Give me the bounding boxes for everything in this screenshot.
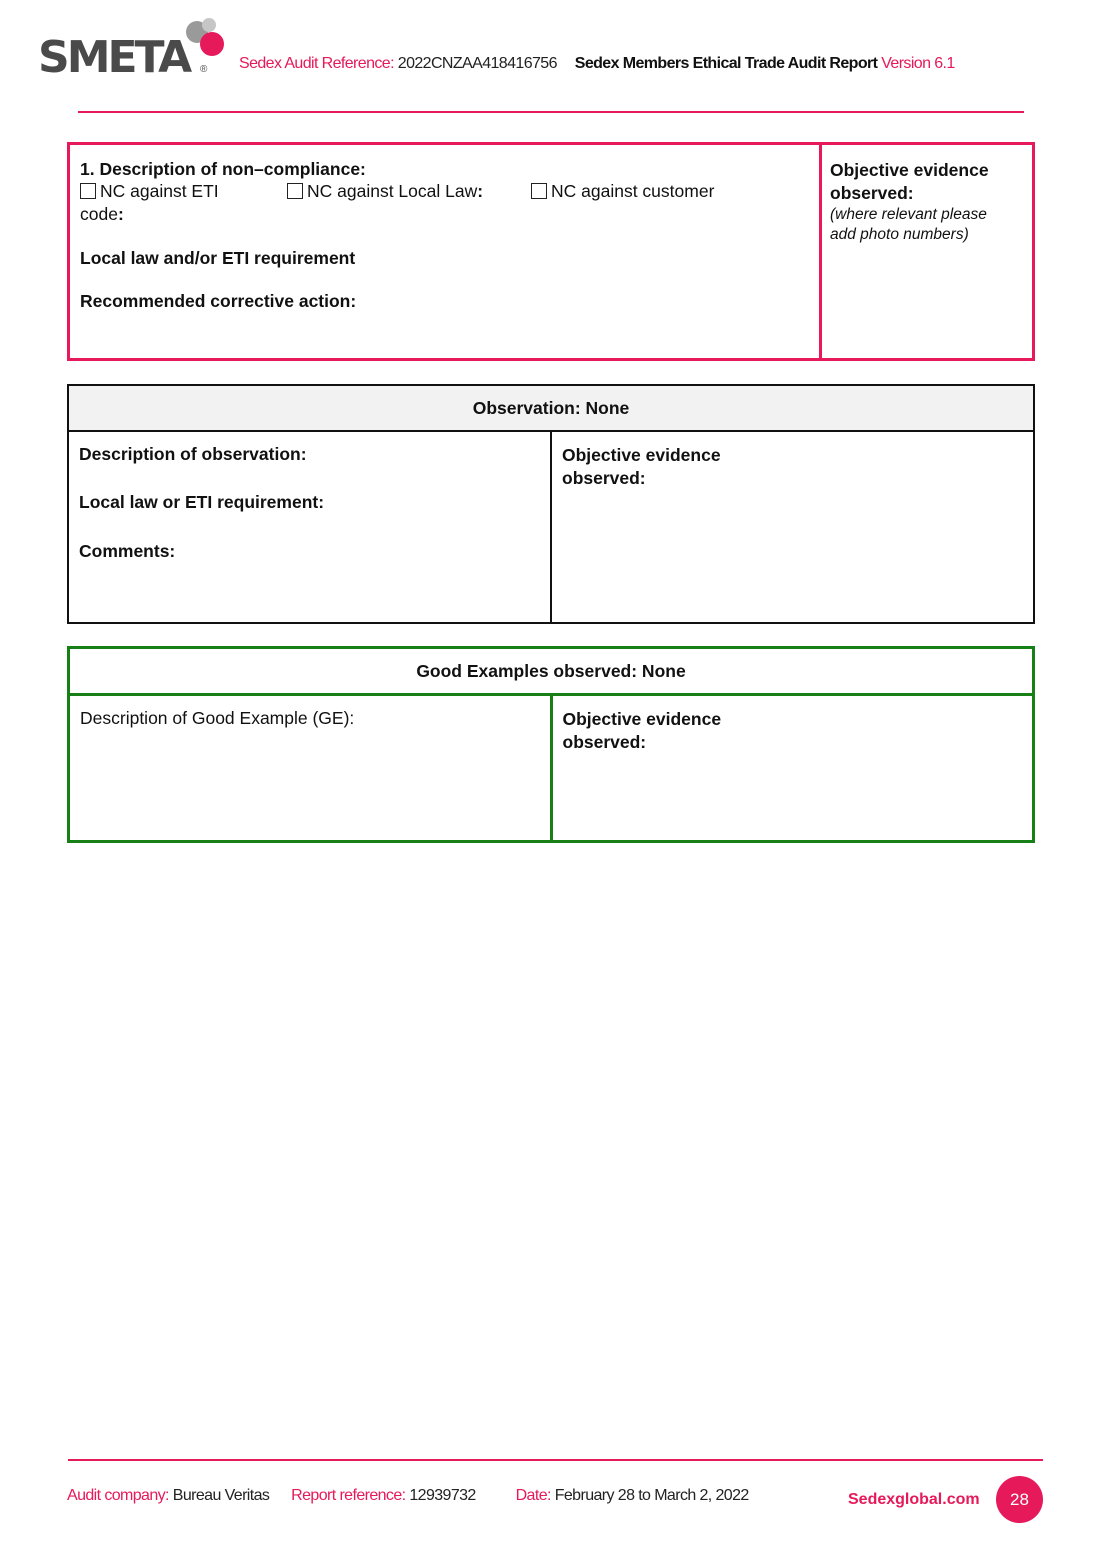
observation-evidence-cell	[551, 431, 1034, 623]
nc-option-local[interactable]: NC against Local Law:	[287, 180, 531, 203]
nc-corrective-action-label: Recommended corrective action:	[80, 291, 357, 311]
nc-option-customer-label: NC against customer	[551, 181, 715, 201]
footer-info	[67, 1487, 749, 1505]
logo-text: SMETA	[38, 32, 190, 83]
nc-evidence-label-2: observed:	[830, 183, 914, 203]
nc-option-local-label: NC against Local Law	[307, 181, 478, 201]
observation-evidence-label-2: observed:	[562, 468, 646, 488]
observation-evidence-label: Objective evidence	[562, 445, 721, 465]
checkbox-icon[interactable]	[287, 183, 303, 199]
nc-evidence-note: (where relevant please	[830, 206, 987, 223]
observation-description-label: Description of observation:	[79, 444, 307, 464]
nc-description-cell	[69, 144, 821, 360]
nc-evidence-label: Objective evidence	[830, 160, 989, 180]
observation-comments-label: Comments:	[79, 541, 176, 561]
nc-option-eti[interactable]	[80, 180, 287, 203]
logo-dot-icon	[202, 18, 216, 32]
report-reference-value: 12939732	[409, 1487, 476, 1504]
checkbox-icon[interactable]	[531, 183, 547, 199]
observation-local-law-label: Local law or ETI requirement:	[79, 492, 325, 512]
report-version: Version 6.1	[881, 55, 955, 72]
observation-table	[67, 384, 1035, 624]
good-example-evidence-cell	[551, 695, 1034, 842]
observation-header: Observation: None	[68, 385, 1034, 431]
footer-divider	[68, 1459, 1043, 1461]
logo-dot-icon	[200, 32, 224, 56]
good-examples-header: Good Examples observed: None	[69, 648, 1034, 695]
nc-evidence-cell	[821, 144, 1034, 360]
header-line	[239, 55, 955, 73]
nc-option-customer[interactable]	[531, 181, 714, 201]
logo-registered-mark: ®	[200, 64, 208, 75]
checkbox-icon[interactable]	[80, 183, 96, 199]
audit-ref-value: 2022CNZAA418416756	[397, 55, 557, 72]
smeta-logo	[38, 18, 228, 82]
report-title: Sedex Members Ethical Trade Audit Report	[574, 55, 878, 72]
audit-company-value: Bureau Veritas	[172, 1487, 270, 1504]
non-compliance-table	[67, 142, 1035, 361]
nc-title: 1. Description of non–compliance:	[80, 159, 366, 179]
page-number-badge: 28	[996, 1476, 1043, 1523]
header-divider	[78, 111, 1024, 113]
good-example-evidence-label: Objective evidence	[562, 709, 722, 729]
nc-option-eti-label: NC against ETI	[100, 181, 219, 201]
audit-ref-label: Sedex Audit Reference:	[239, 55, 394, 72]
good-examples-table	[67, 646, 1035, 843]
good-example-evidence-label-2: observed:	[562, 732, 647, 752]
website-link[interactable]: Sedexglobal.com	[848, 1491, 980, 1508]
report-reference-label: Report reference:	[291, 1487, 406, 1504]
nc-options	[80, 180, 809, 203]
audit-company-label: Audit company:	[67, 1487, 169, 1504]
nc-option-eti-cont: code:	[80, 204, 124, 224]
date-value: February 28 to March 2, 2022	[554, 1487, 749, 1504]
nc-option-eti-label-cont: code	[80, 204, 118, 224]
nc-local-law-label: Local law and/or ETI requirement	[80, 248, 356, 268]
date-label: Date:	[515, 1487, 551, 1504]
nc-evidence-note-2: add photo numbers)	[830, 226, 969, 243]
good-example-description: Description of Good Example (GE):	[69, 695, 552, 842]
observation-description-cell	[68, 431, 551, 623]
